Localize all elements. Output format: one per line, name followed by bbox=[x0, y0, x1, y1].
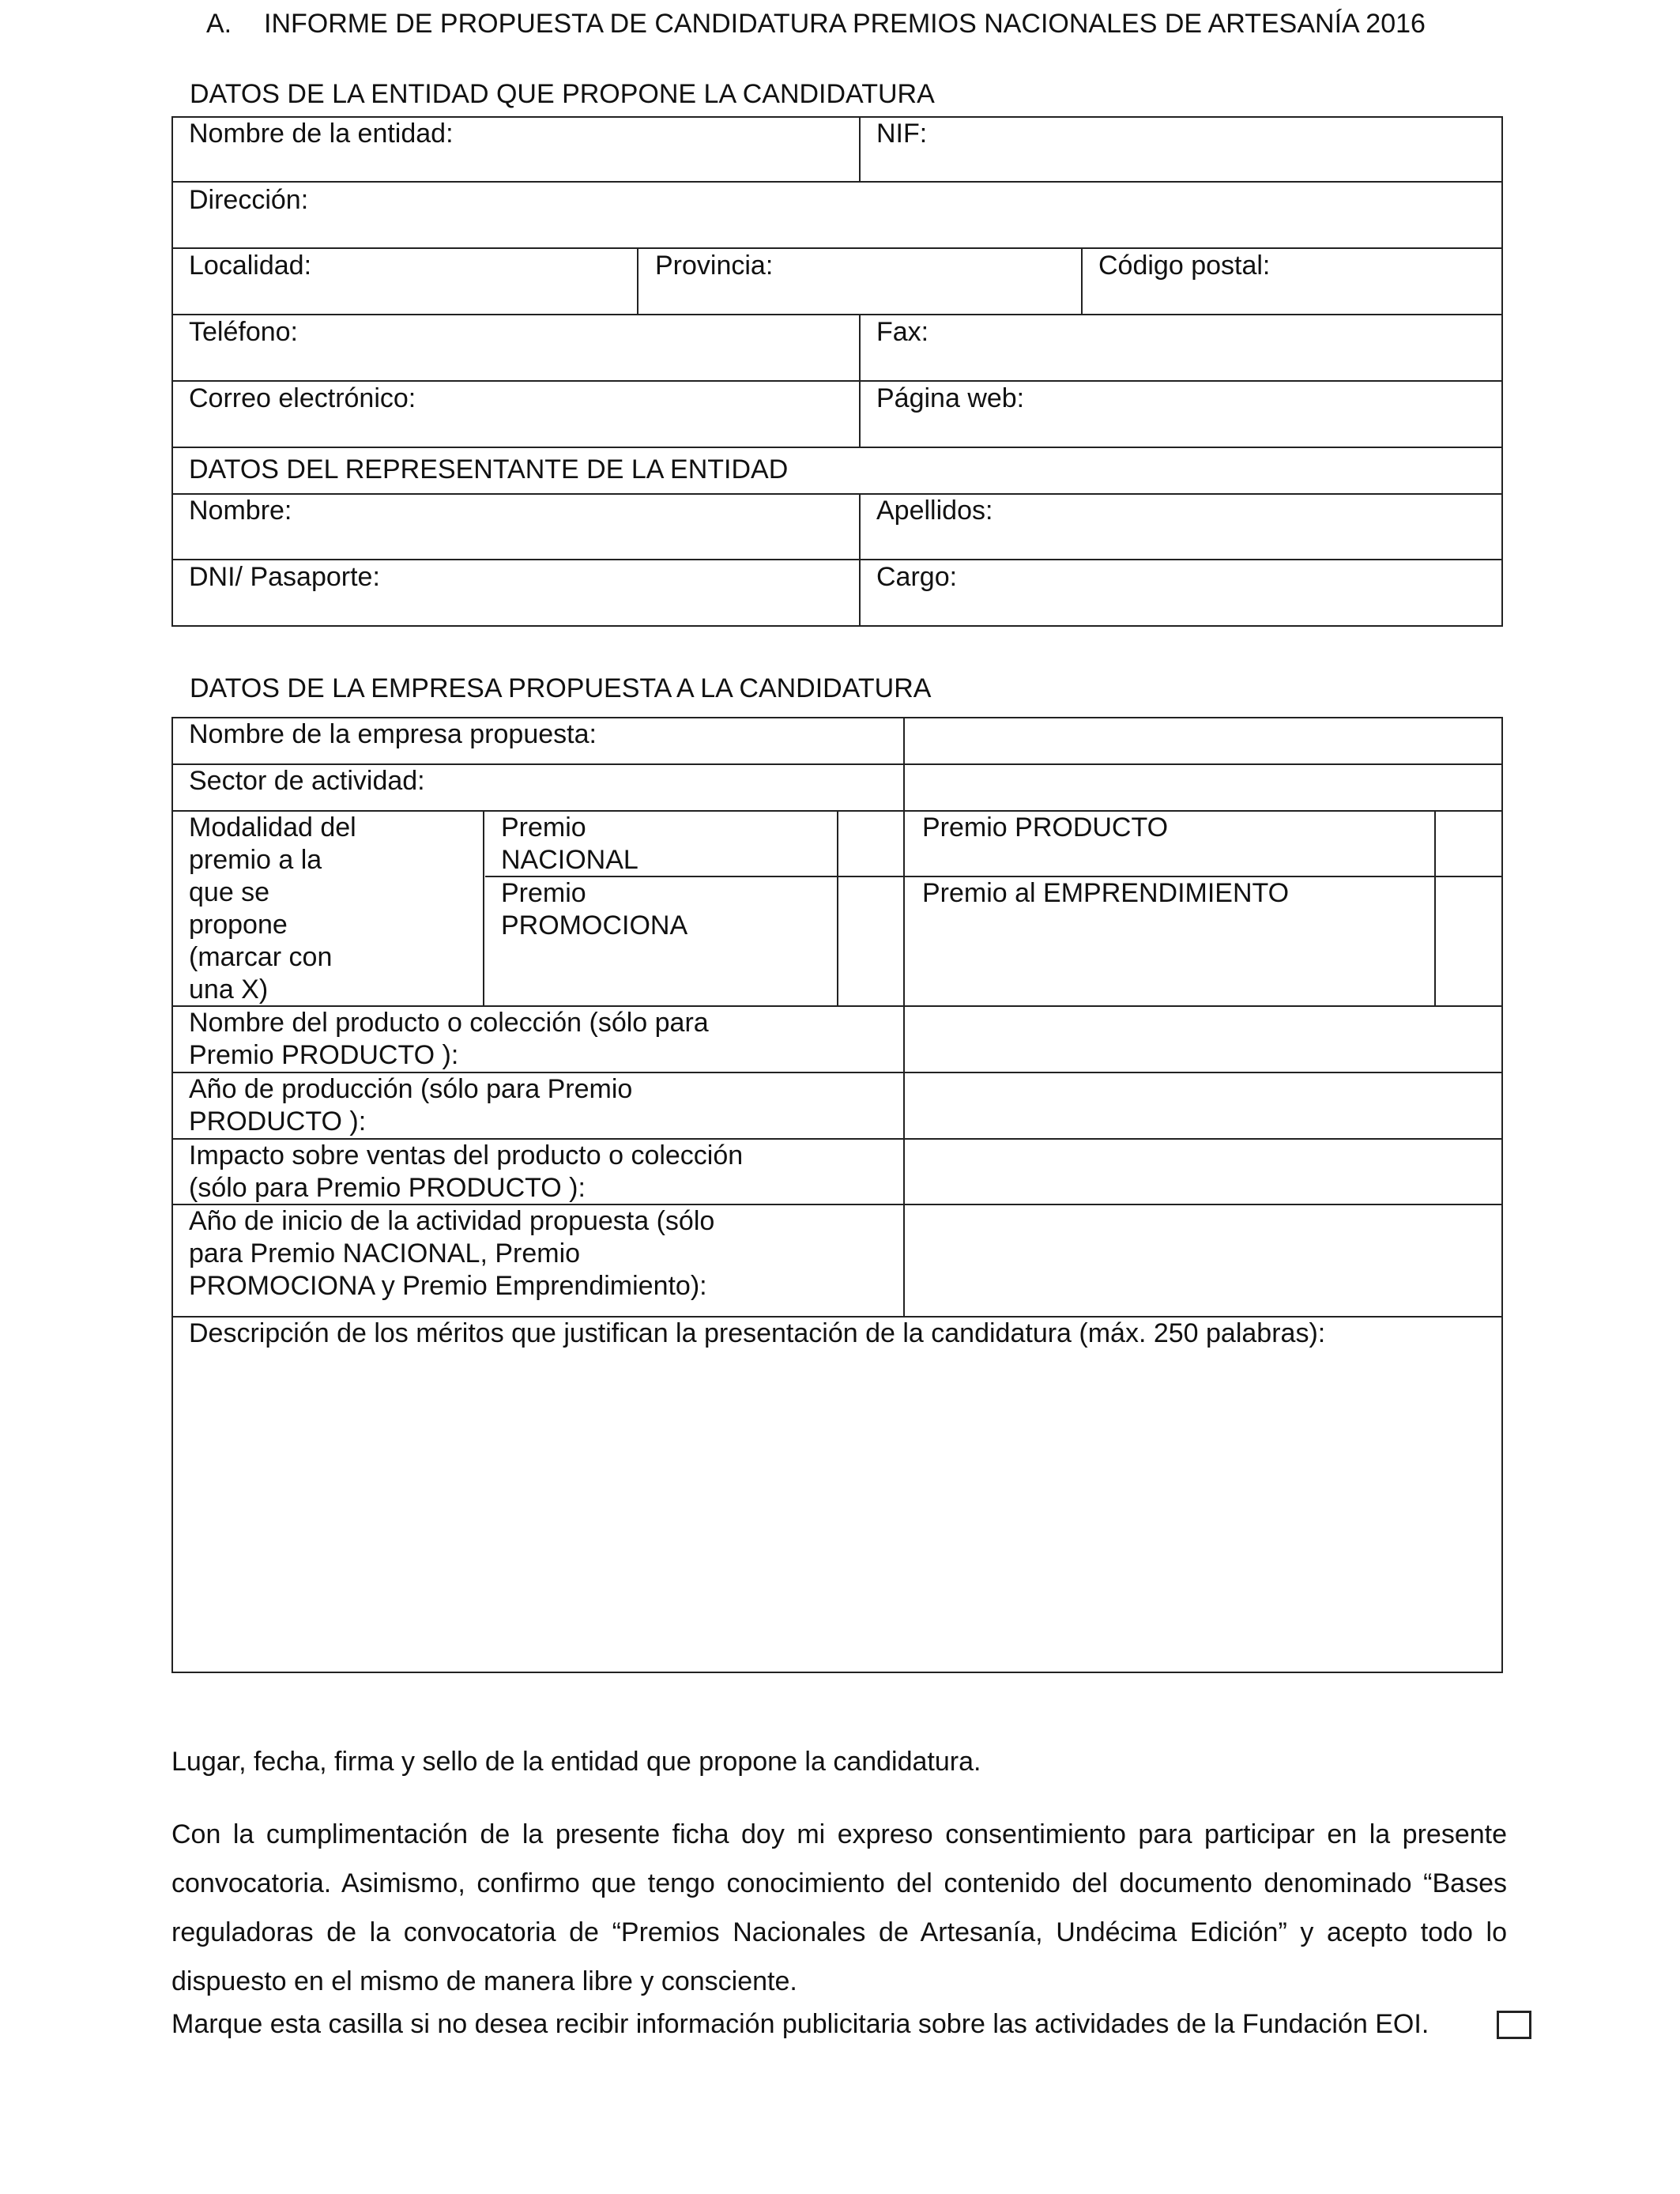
start-year-field[interactable] bbox=[906, 1205, 1501, 1315]
premio-promociona-checkbox-cell[interactable] bbox=[839, 877, 902, 1005]
nif-label: NIF: bbox=[876, 119, 928, 149]
phone-label: Teléfono: bbox=[189, 317, 298, 347]
representative-section-title: DATOS DEL REPRESENTANTE DE LA ENTIDAD bbox=[189, 454, 789, 484]
signature-line: Lugar, fecha, firma y sello de la entidad que propone la candidatura. bbox=[171, 1747, 981, 1777]
premio-promociona-label: Premio PROMOCIONA bbox=[501, 878, 688, 941]
premio-nacional-label: Premio NACIONAL bbox=[501, 812, 638, 875]
optout-checkbox[interactable] bbox=[1497, 2011, 1531, 2039]
fax-label: Fax: bbox=[876, 317, 929, 347]
production-year-field[interactable] bbox=[906, 1073, 1501, 1137]
sales-impact-field[interactable] bbox=[906, 1140, 1501, 1203]
premio-producto-checkbox-cell[interactable] bbox=[1437, 812, 1501, 875]
rep-name-label: Nombre: bbox=[189, 496, 292, 526]
province-label: Provincia: bbox=[655, 251, 774, 281]
modality-label: Modalidad del premio a la que se propone (marcar con una X) bbox=[189, 812, 356, 1005]
merits-field[interactable] bbox=[174, 1353, 1501, 1669]
production-year-label: Año de producción (sólo para Premio PRODUCTO ): bbox=[189, 1074, 633, 1137]
web-label: Página web: bbox=[876, 383, 1025, 413]
premio-emprendimiento-label: Premio al EMPRENDIMIENTO bbox=[922, 878, 1290, 908]
rep-id-label: DNI/ Pasaporte: bbox=[189, 562, 380, 592]
header-letter: A. bbox=[206, 9, 232, 39]
product-name-field[interactable] bbox=[906, 1007, 1501, 1071]
consent-paragraph: Con la cumplimentación de la presente ficha doy mi expreso consentimiento para participar en la presente convocatoria. Asimismo, confirmo que tengo conocimiento del contenido del documento denominado “Bases reguladoras de la convocatoria de “Premios Nacionales de Artesanía, Undécima Edición” y acepto todo lo dispuesto en el mismo de manera libre y consciente. bbox=[171, 1819, 1507, 1996]
sector-label: Sector de actividad: bbox=[189, 766, 425, 796]
rep-position-label: Cargo: bbox=[876, 562, 958, 592]
rep-surname-label: Apellidos: bbox=[876, 496, 993, 526]
premio-producto-label: Premio PRODUCTO bbox=[922, 812, 1169, 843]
company-section-title: DATOS DE LA EMPRESA PROPUESTA A LA CANDIDATURA bbox=[190, 673, 932, 703]
page-title: INFORME DE PROPUESTA DE CANDIDATURA PREMIOS NACIONALES DE ARTESANÍA 2016 bbox=[264, 9, 1426, 39]
start-year-label: Año de inicio de la actividad propuesta (sólo para Premio NACIONAL, Premio PROMOCIONA y Premio Emprendimiento): bbox=[189, 1206, 715, 1301]
product-name-label: Nombre del producto o colección (sólo para Premio PRODUCTO ): bbox=[189, 1008, 709, 1070]
premio-nacional-checkbox-cell[interactable] bbox=[839, 812, 902, 875]
sales-impact-label: Impacto sobre ventas del producto o colección (sólo para Premio PRODUCTO ): bbox=[189, 1140, 744, 1203]
address-label: Dirección: bbox=[189, 185, 309, 215]
company-name-label: Nombre de la empresa propuesta: bbox=[189, 719, 597, 749]
entity-name-label: Nombre de la entidad: bbox=[189, 119, 454, 149]
city-label: Localidad: bbox=[189, 251, 312, 281]
merits-label: Descripción de los méritos que justifican la presentación de la candidatura (máx. 250 palabras): bbox=[189, 1318, 1326, 1348]
entity-section-title: DATOS DE LA ENTIDAD QUE PROPONE LA CANDIDATURA bbox=[190, 79, 935, 109]
email-label: Correo electrónico: bbox=[189, 383, 416, 413]
postal-code-label: Código postal: bbox=[1098, 251, 1271, 281]
optout-text: Marque esta casilla si no desea recibir información publicitaria sobre las actividades de la Fundación EOI. bbox=[171, 2009, 1430, 2039]
premio-emprendimiento-checkbox-cell[interactable] bbox=[1437, 877, 1501, 1005]
